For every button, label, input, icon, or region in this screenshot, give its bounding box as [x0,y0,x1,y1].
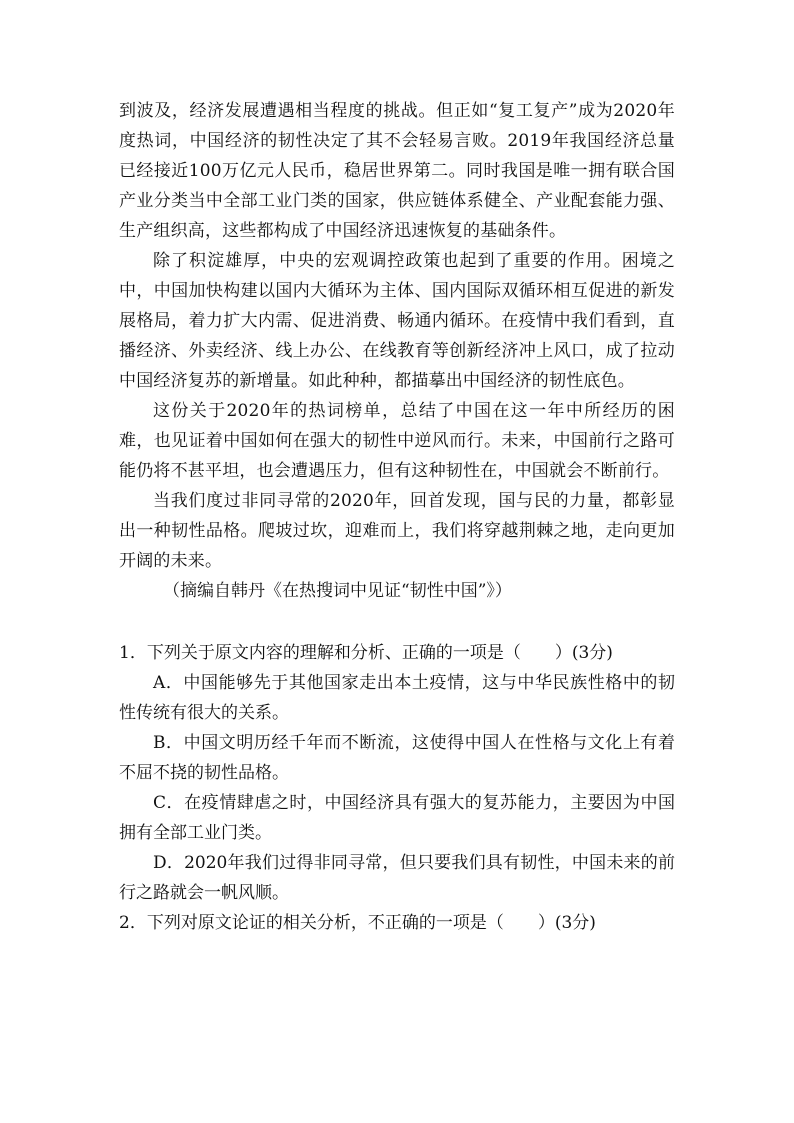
question-1 [119,638,675,908]
passage-paragraph-2: 除了积淀雄厚，中央的宏观调控政策也起到了重要的作用。困境之中，中国加快构建以国内大循环为主体、国内国际双循环相互促进的新发展格局，着力扩大内需、促进消费、畅通内循环。在疫情中我们看到，直播经济、外卖经济、线上办公、在线教育等创新经济冲上风口，成了拉动中国经济复苏的新增量。如此种种，都描摹出中国经济的韧性底色。 [119,251,675,391]
question-2 [119,908,675,938]
section-gap [119,606,675,638]
passage-paragraph-1: 到波及，经济发展遭遇相当程度的挑战。但正如“复工复产”成为2020年度热词，中国经济的韧性决定了其不会轻易言败。2019年我国经济总量已经接近100万亿元人民币，稳居世界第二。同时我国是唯一拥有联合国产业分类当中全部工业门类的国家，供应链体系健全、产业配套能力强、生产组织高，这些都构成了中国经济迅速恢复的基础条件。 [119,101,675,241]
question-1-option-d: D．2020年我们过得非同寻常，但只要我们具有韧性，中国未来的前行之路就会一帆风顺。 [119,853,675,903]
question-1-stem: 1．下列关于原文内容的理解和分析、正确的一项是（ ）(3分) [119,643,613,663]
question-1-option-b: B．中国文明历经千年而不断流，这使得中国人在性格与文化上有着不屈不挠的韧性品格。 [119,733,675,783]
question-1-option-a: A．中国能够先于其他国家走出本土疫情，这与中华民族性格中的韧性传统有很大的关系。 [119,673,675,723]
source-citation: （摘编自韩丹《在热搜词中见证“韧性中国”》） [163,581,512,601]
document-page [119,96,675,938]
passage-paragraph-3: 这份关于2020年的热词榜单，总结了中国在这一年中所经历的困难，也见证着中国如何在强大的韧性中逆风而行。未来，中国前行之路可能仍将不甚平坦，也会遭遇压力，但有这种韧性在，中国就会不断前行。 [119,401,675,481]
question-1-option-c: C．在疫情肆虐之时，中国经济具有强大的复苏能力，主要因为中国拥有全部工业门类。 [119,793,675,843]
question-2-stem: 2．下列对原文论证的相关分析，不正确的一项是（ ）(3分) [119,913,596,933]
passage-paragraph-4: 当我们度过非同寻常的2020年，回首发现，国与民的力量，都彰显出一种韧性品格。爬坡过坎，迎难而上，我们将穿越荆棘之地，走向更加开阔的未来。 [119,491,675,571]
